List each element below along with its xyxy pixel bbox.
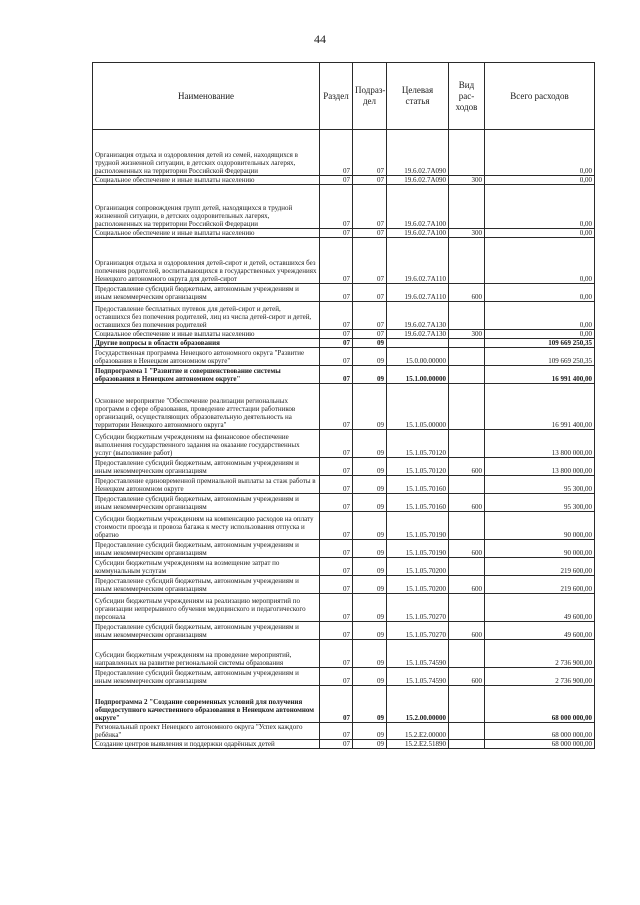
row-total: 0,00	[485, 284, 595, 302]
row-subsection: 07	[353, 330, 387, 339]
row-type	[449, 723, 485, 740]
row-type: 600	[449, 622, 485, 640]
row-section: 07	[320, 740, 353, 749]
table-row	[93, 185, 595, 229]
row-name: Предоставление субсидий бюджетным, автономным учреждениям и иным некоммерческим организациям	[93, 494, 320, 512]
row-type	[449, 640, 485, 668]
row-section: 07	[320, 594, 353, 622]
row-total: 109 669 250,35	[485, 348, 595, 366]
row-name: Организация сопровождения групп детей, находящихся в трудной жизненной ситуации, в детских оздоровительных лагерях, расположенных на территории Российской Федерации	[93, 185, 320, 229]
row-section: 07	[320, 494, 353, 512]
row-section: 07	[320, 238, 353, 284]
row-type	[449, 348, 485, 366]
row-target: 15.1.05.70270	[387, 622, 449, 640]
row-target: 15.1.05.00000	[387, 384, 449, 430]
row-type: 300	[449, 229, 485, 238]
table-row	[93, 238, 595, 284]
table-row	[93, 594, 595, 622]
row-section: 07	[320, 384, 353, 430]
row-type: 600	[449, 540, 485, 558]
row-name: Основное мероприятие "Обеспечение реализации региональных программ в сфере образования, проведение аттестации работников организаций, осуществляющих образовательную деятельность на территории Ненецкого автономного округа"	[93, 384, 320, 430]
row-subsection: 09	[353, 640, 387, 668]
table-row	[93, 348, 595, 366]
table-row	[93, 476, 595, 494]
row-total: 2 736 900,00	[485, 640, 595, 668]
row-section: 07	[320, 622, 353, 640]
row-type: 600	[449, 576, 485, 594]
row-name: Предоставление субсидий бюджетным, автономным учреждениям и иным некоммерческим организациям	[93, 540, 320, 558]
row-total: 0,00	[485, 330, 595, 339]
row-total: 0,00	[485, 229, 595, 238]
row-section: 07	[320, 686, 353, 723]
row-total: 90 000,00	[485, 512, 595, 540]
table-row	[93, 576, 595, 594]
table-row	[93, 176, 595, 185]
row-target: 19.6.02.7А130	[387, 302, 449, 330]
row-total: 95 300,00	[485, 476, 595, 494]
row-type	[449, 185, 485, 229]
row-name: Организация отдыха и оздоровления детей из семей, находящихся в трудной жизненной ситуации, в детских оздоровительных лагерях, расположенных на территории Российской Федерации	[93, 130, 320, 176]
row-total: 109 669 250,35	[485, 339, 595, 348]
row-total: 0,00	[485, 302, 595, 330]
row-target: 19.6.02.7А110	[387, 238, 449, 284]
header-subsection: Подраз- дел	[353, 63, 387, 130]
row-total: 13 800 000,00	[485, 458, 595, 476]
table-row	[93, 558, 595, 576]
row-subsection: 09	[353, 366, 387, 384]
row-target: 15.1.05.70120	[387, 458, 449, 476]
row-total: 68 000 000,00	[485, 723, 595, 740]
row-type	[449, 339, 485, 348]
row-target	[387, 339, 449, 348]
row-total: 219 600,00	[485, 576, 595, 594]
row-total: 68 000 000,00	[485, 686, 595, 723]
row-type: 600	[449, 494, 485, 512]
row-subsection: 07	[353, 302, 387, 330]
budget-table	[92, 62, 595, 749]
row-subsection: 09	[353, 723, 387, 740]
row-name: Предоставление субсидий бюджетным, автономным учреждениям и иным некоммерческим организациям	[93, 576, 320, 594]
row-section: 07	[320, 339, 353, 348]
row-name: Предоставление субсидий бюджетным, автономным учреждениям и иным некоммерческим организациям	[93, 668, 320, 686]
table-row	[93, 284, 595, 302]
row-subsection: 07	[353, 229, 387, 238]
row-section: 07	[320, 330, 353, 339]
row-total: 0,00	[485, 176, 595, 185]
row-target: 19.6.02.7А110	[387, 284, 449, 302]
row-name: Региональный проект Ненецкого автономного округа "Успех каждого ребёнка"	[93, 723, 320, 740]
row-target: 15.1.05.70160	[387, 476, 449, 494]
row-target: 15.1.05.70190	[387, 512, 449, 540]
row-target: 19.6.02.7А100	[387, 229, 449, 238]
row-section: 07	[320, 348, 353, 366]
row-type	[449, 130, 485, 176]
row-target: 15.1.05.74590	[387, 640, 449, 668]
row-subsection: 09	[353, 540, 387, 558]
row-section: 07	[320, 723, 353, 740]
header-section: Раздел	[320, 63, 353, 130]
row-type	[449, 476, 485, 494]
row-type	[449, 686, 485, 723]
row-total: 2 736 900,00	[485, 668, 595, 686]
row-target: 15.1.05.70200	[387, 576, 449, 594]
row-subsection: 09	[353, 576, 387, 594]
row-total: 219 600,00	[485, 558, 595, 576]
row-target: 15.1.05.70190	[387, 540, 449, 558]
row-type	[449, 512, 485, 540]
row-subsection: 07	[353, 284, 387, 302]
row-type	[449, 384, 485, 430]
table-row	[93, 430, 595, 458]
table-row	[93, 330, 595, 339]
row-section: 07	[320, 512, 353, 540]
row-subsection: 07	[353, 238, 387, 284]
row-section: 07	[320, 430, 353, 458]
row-type: 300	[449, 176, 485, 185]
row-subsection: 07	[353, 130, 387, 176]
table-row	[93, 540, 595, 558]
row-section: 07	[320, 229, 353, 238]
row-target: 15.2.Е2.51890	[387, 740, 449, 749]
row-name: Государственная программа Ненецкого автономного округа "Развитие образования в Ненецком автономном округе"	[93, 348, 320, 366]
header-target: Целевая статья	[387, 63, 449, 130]
row-target: 15.1.05.70200	[387, 558, 449, 576]
row-type	[449, 238, 485, 284]
row-subsection: 09	[353, 384, 387, 430]
row-section: 07	[320, 302, 353, 330]
row-target: 19.6.02.7А100	[387, 185, 449, 229]
row-name: Предоставление субсидий бюджетным, автономным учреждениям и иным некоммерческим организациям	[93, 458, 320, 476]
row-name: Предоставление единовременной премиальной выплаты за стаж работы в Ненецком автономном округе	[93, 476, 320, 494]
row-name: Субсидии бюджетным учреждениям на реализацию мероприятий по организации непрерывного обучения медицинского и педагогического персонала	[93, 594, 320, 622]
table-row	[93, 302, 595, 330]
row-name: Организация отдыха и оздоровления детей-сирот и детей, оставшихся без попечения родителей, воспитывающихся в государственных учреждениях Ненецкого автономного округа для детей-сирот	[93, 238, 320, 284]
row-type: 600	[449, 458, 485, 476]
row-section: 07	[320, 458, 353, 476]
row-subsection: 07	[353, 176, 387, 185]
row-subsection: 09	[353, 458, 387, 476]
table-row	[93, 723, 595, 740]
row-total: 0,00	[485, 238, 595, 284]
row-subsection: 09	[353, 686, 387, 723]
row-name: Социальное обеспечение и иные выплаты населению	[93, 176, 320, 185]
header-total: Всего расходов	[485, 63, 595, 130]
row-section: 07	[320, 576, 353, 594]
header-type: Вид рас- ходов	[449, 63, 485, 130]
row-subsection: 07	[353, 185, 387, 229]
table-row	[93, 640, 595, 668]
row-type: 600	[449, 668, 485, 686]
table-row	[93, 668, 595, 686]
row-type: 600	[449, 284, 485, 302]
table-row	[93, 494, 595, 512]
row-name: Подпрограмма 1 "Развитие и совершенствование системы образования в Ненецком автономном округе"	[93, 366, 320, 384]
row-total: 16 991 400,00	[485, 384, 595, 430]
row-total: 0,00	[485, 130, 595, 176]
row-section: 07	[320, 640, 353, 668]
table-row	[93, 686, 595, 723]
table-row	[93, 740, 595, 749]
table-row	[93, 512, 595, 540]
row-subsection: 09	[353, 594, 387, 622]
row-total: 49 600,00	[485, 622, 595, 640]
row-total: 95 300,00	[485, 494, 595, 512]
row-section: 07	[320, 185, 353, 229]
row-type	[449, 594, 485, 622]
table-row	[93, 130, 595, 176]
row-subsection: 09	[353, 558, 387, 576]
row-type	[449, 430, 485, 458]
row-section: 07	[320, 668, 353, 686]
row-target: 15.1.05.70160	[387, 494, 449, 512]
row-name: Предоставление бесплатных путевок для детей-сирот и детей, оставшихся без попечения родителей, лиц из числа детей-сирот и детей, оставшихся без попечения родителей	[93, 302, 320, 330]
row-total: 13 800 000,00	[485, 430, 595, 458]
row-target: 15.1.00.00000	[387, 366, 449, 384]
table-row	[93, 229, 595, 238]
row-name: Социальное обеспечение и иные выплаты населению	[93, 330, 320, 339]
row-name: Другие вопросы в области образования	[93, 339, 320, 348]
row-total: 90 000,00	[485, 540, 595, 558]
row-type	[449, 366, 485, 384]
page-number: 44	[314, 32, 326, 46]
row-name: Предоставление субсидий бюджетным, автономным учреждениям и иным некоммерческим организациям	[93, 284, 320, 302]
row-section: 07	[320, 130, 353, 176]
row-name: Создание центров выявления и поддержки одарённых детей	[93, 740, 320, 749]
row-section: 07	[320, 558, 353, 576]
row-section: 07	[320, 284, 353, 302]
row-type	[449, 302, 485, 330]
row-target: 19.6.02.7А130	[387, 330, 449, 339]
row-subsection: 09	[353, 668, 387, 686]
row-total: 68 000 000,00	[485, 740, 595, 749]
row-target: 15.0.00.00000	[387, 348, 449, 366]
row-type: 300	[449, 330, 485, 339]
table-row	[93, 339, 595, 348]
row-subsection: 09	[353, 476, 387, 494]
row-subsection: 09	[353, 339, 387, 348]
row-target: 15.1.05.70120	[387, 430, 449, 458]
row-section: 07	[320, 540, 353, 558]
row-name: Подпрограмма 2 "Создание современных условий для получения общедоступного качественного образования в Ненецком автономном округе"	[93, 686, 320, 723]
table-row	[93, 622, 595, 640]
header-name: Наименование	[93, 63, 320, 130]
row-name: Социальное обеспечение и иные выплаты населению	[93, 229, 320, 238]
row-name: Субсидии бюджетным учреждениям на компенсацию расходов на оплату стоимости проезда и провоза багажа к месту использования отпуска и обратно	[93, 512, 320, 540]
row-target: 15.2.Е2.00000	[387, 723, 449, 740]
row-subsection: 09	[353, 622, 387, 640]
row-type	[449, 558, 485, 576]
row-target: 15.1.05.74590	[387, 668, 449, 686]
row-name: Предоставление субсидий бюджетным, автономным учреждениям и иным некоммерческим организациям	[93, 622, 320, 640]
row-total: 49 600,00	[485, 594, 595, 622]
row-type	[449, 740, 485, 749]
row-subsection: 09	[353, 512, 387, 540]
row-target: 15.1.05.70270	[387, 594, 449, 622]
row-section: 07	[320, 476, 353, 494]
table-header-row	[93, 63, 595, 130]
row-target: 19.6.02.7А090	[387, 176, 449, 185]
table-body	[93, 130, 595, 749]
row-target: 19.6.02.7А090	[387, 130, 449, 176]
row-total: 16 991 400,00	[485, 366, 595, 384]
row-subsection: 09	[353, 740, 387, 749]
row-section: 07	[320, 176, 353, 185]
row-name: Субсидии бюджетным учреждениям на возмещение затрат по коммунальным услугам	[93, 558, 320, 576]
row-total: 0,00	[485, 185, 595, 229]
row-name: Субсидии бюджетным учреждениям на финансовое обеспечение выполнения государственного задания на оказание государственных услуг (выполнение работ)	[93, 430, 320, 458]
table-row	[93, 384, 595, 430]
row-section: 07	[320, 366, 353, 384]
table-row	[93, 366, 595, 384]
row-subsection: 09	[353, 430, 387, 458]
row-subsection: 09	[353, 494, 387, 512]
row-subsection: 09	[353, 348, 387, 366]
table-row	[93, 458, 595, 476]
row-target: 15.2.00.00000	[387, 686, 449, 723]
row-name: Субсидии бюджетным учреждениям на проведение мероприятий, направленных на развитие региональной системы образования	[93, 640, 320, 668]
